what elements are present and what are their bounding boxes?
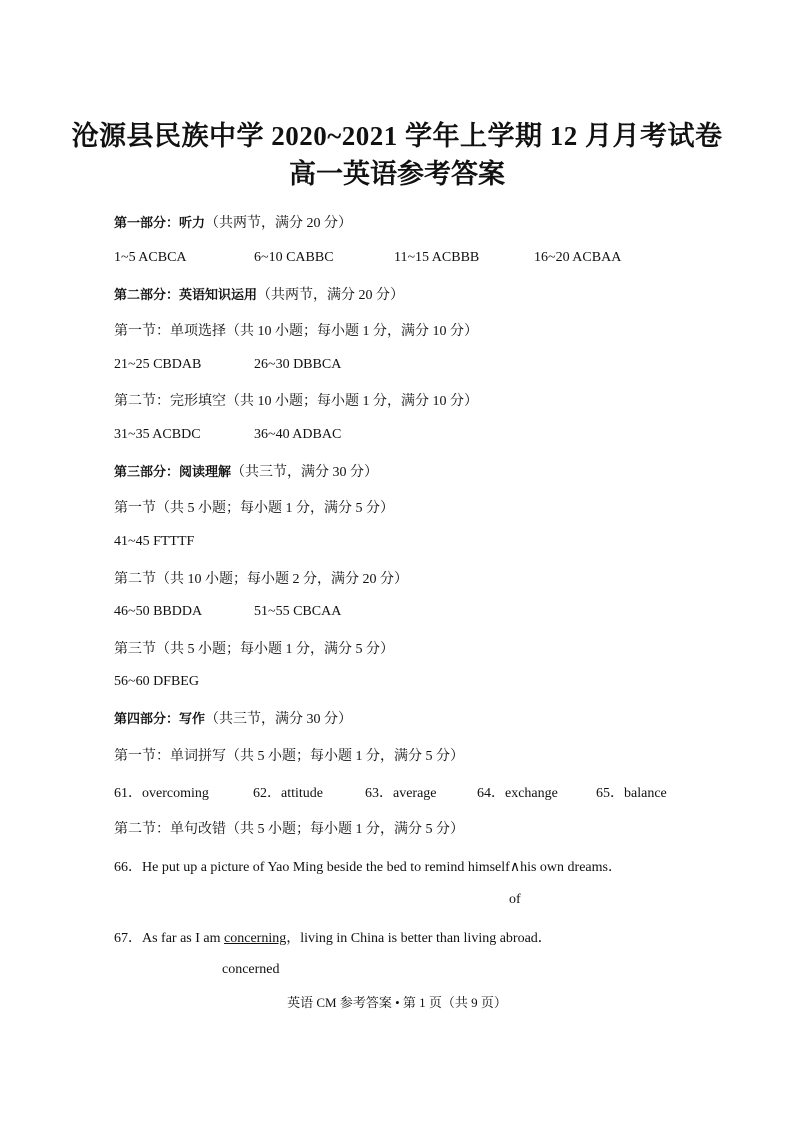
insertion-caret: ∧ <box>509 860 521 875</box>
part3-sec3-title: 第三节（共 5 小题；每小题 1 分，满分 5 分） <box>114 642 394 657</box>
page-footer: 英语 CM 参考答案 • 第 1 页（共 9 页） <box>287 995 507 1010</box>
answer-11-15: 11~15 ACBBB <box>394 250 480 265</box>
answer-16-20: 16~20 ACBAA <box>534 250 622 265</box>
part3-note: （共三节，满分 30 分） <box>231 465 379 480</box>
part3-heading: 第三部分：阅读理解 <box>114 465 232 480</box>
q67-text-after: ，living in China is better than living abroad． <box>286 931 552 946</box>
answer-65: 65．balance <box>596 786 667 801</box>
part1-heading: 第一部分：听力 <box>114 216 206 231</box>
part2-heading-line <box>114 284 404 304</box>
answer-62: 62．attitude <box>253 786 323 801</box>
part2-note: （共两节，满分 20 分） <box>257 288 405 303</box>
part1-note: （共两节，满分 20 分） <box>205 216 353 231</box>
part3-heading-line <box>114 461 378 481</box>
answer-46-50: 46~50 BBDDA <box>114 604 203 619</box>
answer-61: 61．overcoming <box>114 786 209 801</box>
part3-sec1-title: 第一节（共 5 小题；每小题 1 分，满分 5 分） <box>114 501 394 516</box>
part2-sec2-title: 第二节：完形填空（共 10 小题；每小题 1 分，满分 10 分） <box>114 394 478 409</box>
part4-heading-line <box>114 708 352 728</box>
part4-sec2-title: 第二节：单句改错（共 5 小题；每小题 1 分，满分 5 分） <box>114 822 464 837</box>
q66-text-after: his own dreams． <box>520 860 622 875</box>
answer-6-10: 6~10 CABBC <box>254 250 334 265</box>
answer-31-35: 31~35 ACBDC <box>114 427 201 442</box>
part4-sec1-title: 第一节：单词拼写（共 5 小题；每小题 1 分，满分 5 分） <box>114 749 464 764</box>
page-subtitle: 高一英语参考答案 <box>289 159 505 189</box>
q67-text-before: 67．As far as I am <box>114 931 225 946</box>
q66-text-before: 66．He put up a picture of Yao Ming beside the bed to remind himself <box>114 860 510 875</box>
q67-correction: concerned <box>222 962 280 977</box>
answer-1-5: 1~5 ACBCA <box>114 250 187 265</box>
question-67 <box>114 927 552 947</box>
page-title: 沧源县民族中学 2020~2021 学年上学期 12 月月考试卷 <box>71 121 723 151</box>
answer-36-40: 36~40 ADBAC <box>254 427 342 442</box>
part3-sec2-title: 第二节（共 10 小题；每小题 2 分，满分 20 分） <box>114 572 408 587</box>
answer-64: 64．exchange <box>477 786 558 801</box>
part2-heading: 第二部分：英语知识运用 <box>114 288 258 303</box>
part4-heading: 第四部分：写作 <box>114 712 206 727</box>
answer-51-55: 51~55 CBCAA <box>254 604 342 619</box>
part1-heading-line <box>114 212 352 232</box>
answer-26-30: 26~30 DBBCA <box>254 357 342 372</box>
answer-63: 63．average <box>365 786 437 801</box>
question-66 <box>114 856 622 876</box>
answer-21-25: 21~25 CBDAB <box>114 357 202 372</box>
q67-error-word: concerning <box>224 931 287 946</box>
part4-note: （共三节，满分 30 分） <box>205 712 353 727</box>
q66-correction: of <box>509 892 521 907</box>
answer-41-45: 41~45 FTTTF <box>114 534 195 549</box>
answer-56-60: 56~60 DFBEG <box>114 674 199 689</box>
part2-sec1-title: 第一节：单项选择（共 10 小题；每小题 1 分，满分 10 分） <box>114 324 478 339</box>
